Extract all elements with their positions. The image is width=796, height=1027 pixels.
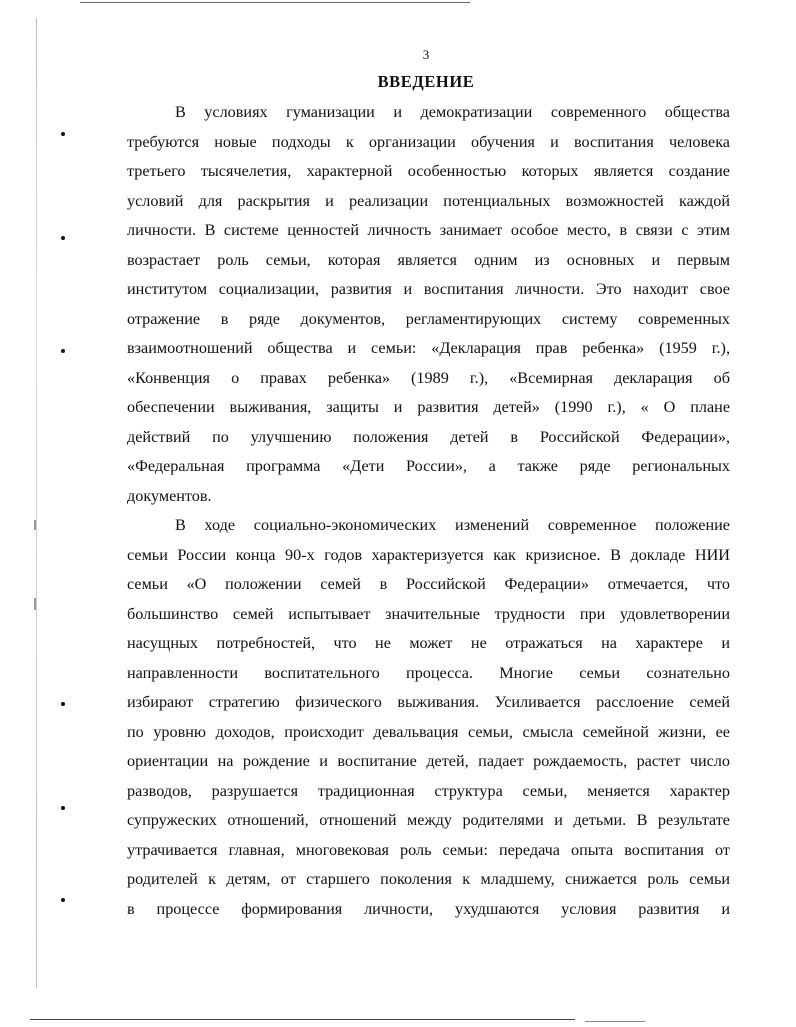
- text-line: избирают стратегию физического выживания. Усиливается расслоение семей: [127, 693, 730, 711]
- scan-mark: [34, 598, 36, 610]
- scan-edge-bottom-fragment: [585, 1021, 645, 1022]
- text-line: документов.: [127, 487, 212, 505]
- text-line: обеспечении выживания, защиты и развития детей» (1990 г.), « О плане: [127, 398, 730, 416]
- binding-hole-mark: [61, 349, 65, 353]
- text-line: В условиях гуманизации и демократизации современного общества: [175, 103, 730, 121]
- text-line: семьи России конца 90-х годов характеризуется как кризисное. В докладе НИИ: [127, 546, 730, 564]
- text-line: личности. В системе ценностей личность занимает особое место, в связи с этим: [127, 221, 730, 239]
- binding-hole-mark: [61, 898, 65, 902]
- text-line: действий по улучшению положения детей в Российской Федерации»,: [127, 428, 730, 446]
- scan-edge-top: [80, 2, 470, 3]
- binding-hole-mark: [61, 236, 65, 240]
- text-line: «Федеральная программа «Дети России», а также ряде региональных: [127, 457, 730, 475]
- text-line: в процессе формирования личности, ухудшаются условия развития и: [127, 900, 730, 918]
- text-line: семьи «О положении семей в Российской Федерации» отмечается, что: [127, 575, 730, 593]
- text-line: возрастает роль семьи, которая является одним из основных и первым: [127, 251, 730, 269]
- text-line: институтом социализации, развития и воспитания личности. Это находит свое: [127, 280, 730, 298]
- binding-hole-mark: [61, 806, 65, 810]
- text-line: требуются новые подходы к организации обучения и воспитания человека: [127, 133, 730, 151]
- text-line: родителей к детям, от старшего поколения к младшему, снижается роль семьи: [127, 870, 730, 888]
- text-line: «Конвенция о правах ребенка» (1989 г.), «Всемирная декларация об: [127, 369, 730, 387]
- text-line: третьего тысячелетия, характерной особенностью которых является создание: [127, 162, 730, 180]
- binding-hole-mark: [61, 132, 65, 136]
- text-line: отражение в ряде документов, регламентирующих систему современных: [127, 310, 730, 328]
- text-line: В ходе социально-экономических изменений современное положение: [175, 516, 730, 534]
- text-line: утрачивается главная, многовековая роль семьи: передача опыта воспитания от: [127, 841, 730, 859]
- text-line: направленности воспитательного процесса. Многие семьи сознательно: [127, 664, 730, 682]
- page-title: ВВЕДЕНИЕ: [377, 72, 475, 91]
- text-line: разводов, разрушается традиционная структура семьи, меняется характер: [127, 782, 730, 800]
- text-line: супружеских отношений, отношений между родителями и детьми. В результате: [127, 811, 730, 829]
- scan-mark: [34, 520, 36, 530]
- scan-edge-bottom: [30, 1019, 575, 1020]
- page-number: 3: [422, 47, 430, 62]
- binding-edge-line: [36, 18, 37, 988]
- text-line: взаимоотношений общества и семьи: «Декларация прав ребенка» (1959 г.),: [127, 339, 730, 357]
- text-line: по уровню доходов, происходит девальвация семьи, смысла семейной жизни, ее: [127, 723, 730, 741]
- binding-hole-mark: [61, 702, 65, 706]
- text-line: ориентации на рождение и воспитание детей, падает рождаемость, растет число: [127, 752, 730, 770]
- text-line: насущных потребностей, что не может не отражаться на характере и: [127, 634, 730, 652]
- text-line: условий для раскрытия и реализации потенциальных возможностей каждой: [127, 192, 730, 210]
- text-line: большинство семей испытывает значительные трудности при удовлетворении: [127, 605, 730, 623]
